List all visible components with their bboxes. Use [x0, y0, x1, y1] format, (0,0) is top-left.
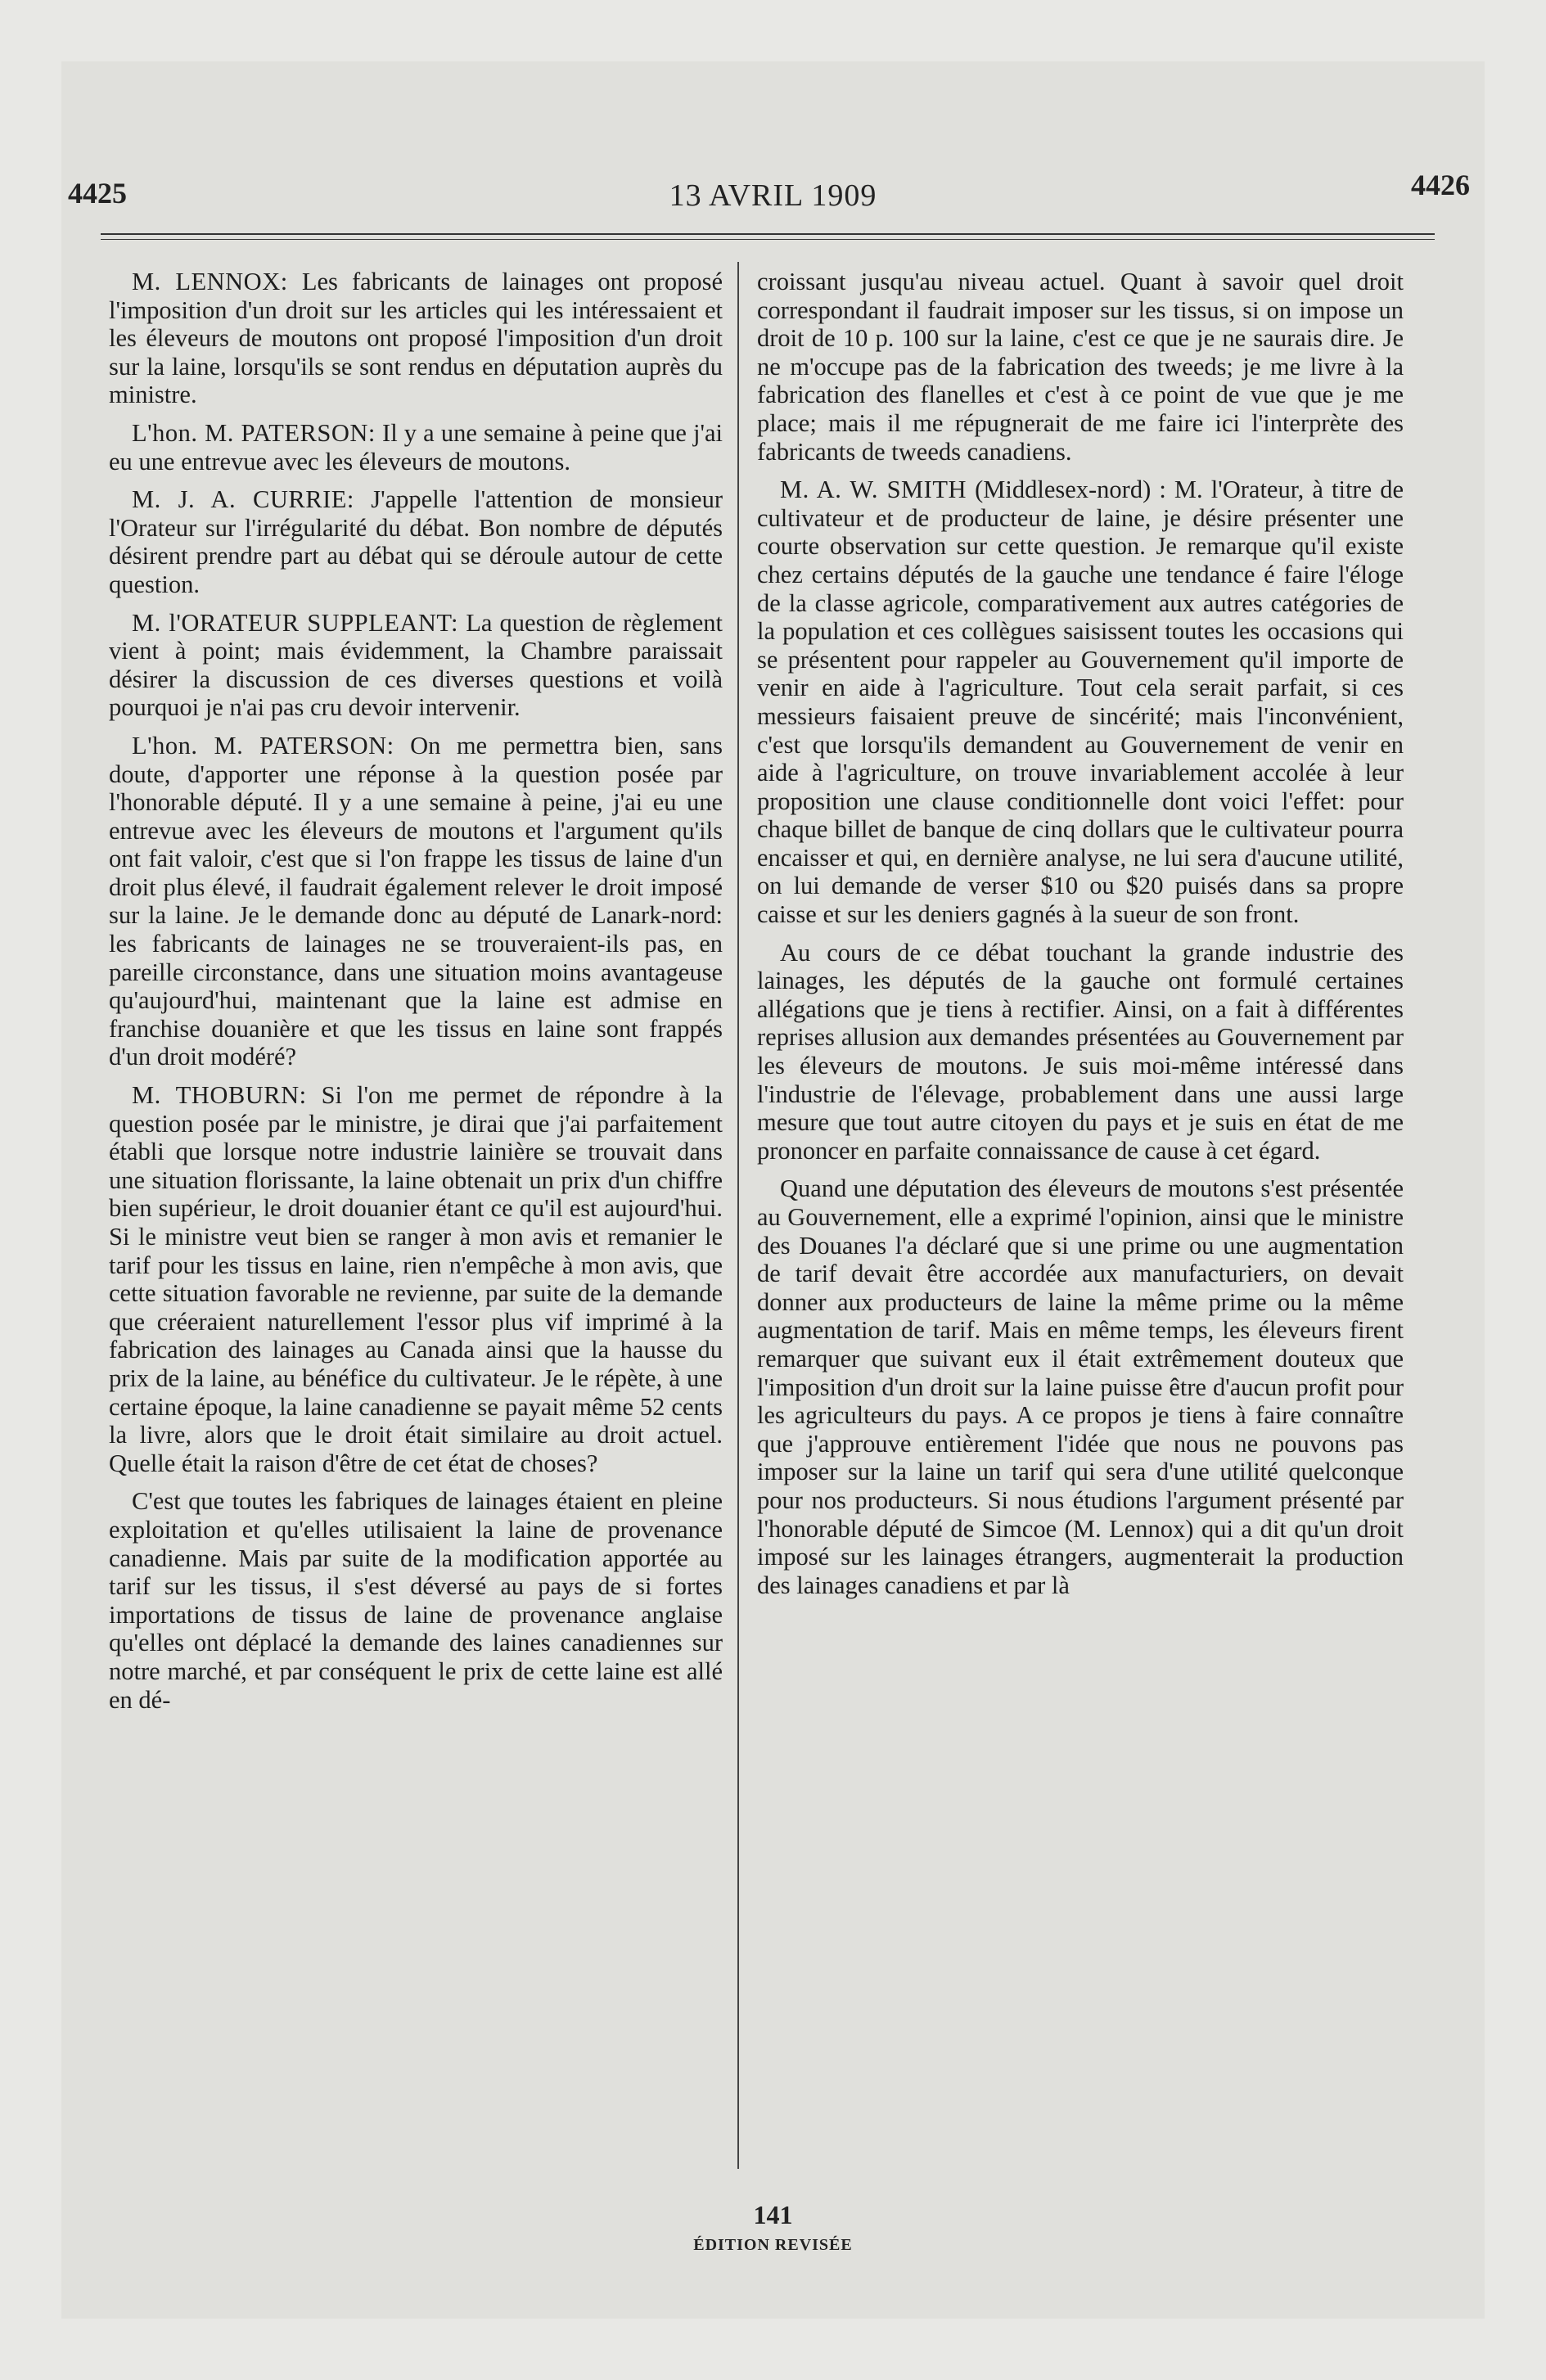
speaker-name: M. LENNOX:: [132, 268, 288, 295]
paragraph-text: Les fabricants de lainages ont proposé l'imposition d'un droit sur les articles qui les intéressaient et les éleveurs de moutons ont proposé l'imposition d'un droit sur la laine, lorsqu'ils se sont rendus en députation auprès du ministre.: [109, 268, 723, 409]
paragraph-text: C'est que toutes les fabriques de lainages étaient en pleine exploitation et qu'elles utilisaient la laine de provenance canadienne. Mais par suite de la modification apportée au tarif sur les tissus, il s'est déversé au pays de si fortes importations de tissus de laine de provenance anglaise qu'elles ont déplacé la demande des laines canadiennes sur notre marché, et par conséquent le prix de cette laine est allé en dé-: [109, 1487, 723, 1714]
paragraph-text: On me permettra bien, sans doute, d'apporter une réponse à la question posée par l'honorable député. Il y a une semaine à peine, j'ai eu une entrevue avec les éleveurs de moutons et l'argument qu'ils ont fait valoir, c'est que si l'on frappe les tissus de laine d'un droit plus élevé, il faudrait également relever le droit imposé sur la laine. Je le demande donc au député de Lanark-nord: les fabricants de lainages ne se trouveraient-ils pas, en pareille circonstance, dans une situation moins avantageuse qu'aujourd'hui, maintenant que la laine est admise en franchise douanière et que les tissus en laine sont frappés d'un droit modéré?: [109, 731, 723, 1071]
speaker-name: L'hon. M. PATERSON:: [132, 418, 376, 447]
paragraph-text: J'appelle l'attention de monsieur l'Orateur sur l'irrégularité du débat. Bon nombre de députés désirent prendre part au débat qui se déroule autour de cette question.: [109, 485, 723, 598]
paragraph-text: croissant jusqu'au niveau actuel. Quant à savoir quel droit correspondant il faudrait imposer sur les tissus, si on impose un droit de 10 p. 100 sur la laine, c'est ce que je ne saurais dire. Je ne m'occupe pas de la fabrication des tweeds; je me livre à la fabrication des flanelles et c'est à ce point de vue que je me place; mais il me répugnerait de me faire ici l'interprète des fabricants de tweeds canadiens.: [757, 268, 1404, 466]
paragraph-text: Au cours de ce débat touchant la grande industrie des lainages, les députés de la gauche ont formulé certaines allégations que je tiens à rectifier. Ainsi, on a fait à différentes reprises allusion aux demandes présentées au Gouvernement par les éleveurs de moutons. Je suis moi-même intéressé dans l'industrie de l'élevage, probablement dans une aussi large mesure que tout autre citoyen du pays et je suis en état de me prononcer en parfaite connaissance de cause à cet égard.: [757, 938, 1404, 1165]
paragraph-text: (Middlesex-nord) : M. l'Orateur, à titre de cultivateur et de producteur de laine, je désire présenter une courte observation sur cette question. Je remarque qu'il existe chez certains députés de la gauche une tendance é faire l'éloge de la classe agricole, comparativement aux autres catégories de la population et ces collègues saisissent toutes les occasions qui se présentent pour rappeler au Gouvernement qu'il importe de venir en aide à l'agriculture. Tout cela serait parfait, si ces messieurs faisaient preuve de sincérité; mais l'inconvénient, c'est que lorsqu'ils demandent au Gouvernement de venir en aide à l'agriculture, on trouve invariablement accolée à leur proposition une clause conditionnelle dont voici l'effet: pour chaque billet de banque de cinq dollars que le cultivateur pourra encaisser et qui, en dernière analyse, ne lui sera d'aucune utilité, on lui demande de verser $10 ou $20 puisés dans sa propre caisse et sur les deniers gagnés à la sueur de son front.: [757, 476, 1404, 929]
paragraph-text: Quand une députation des éleveurs de moutons s'est présentée au Gouvernement, elle a exprimé l'opinion, ainsi que le ministre des Douanes l'a déclaré que si une prime ou une augmentation de tarif devait être accordée aux manufacturiers, on devait donner aux producteurs de laine la même prime ou la même augmentation de tarif. Mais en même temps, les éleveurs firent remarquer que suivant eux il était extrêmement douteux que l'imposition d'un droit sur la laine puisse être d'aucun profit pour les agriculteurs du pays. A ce propos je tiens à faire connaître que j'approuve entièrement l'idée que nous ne pouvons pas imposer sur la laine un tarif qui sera d'une utilité quelconque pour nos producteurs. Si nous étudions l'argument présenté par l'honorable député de Simcoe (M. Lennox) qui a dit qu'un droit imposé sur les lainages étrangers, augmenterait la production des lainages canadiens et par là: [757, 1174, 1404, 1599]
right-column: [757, 268, 1404, 1609]
page-number-left: 4425: [68, 177, 127, 210]
paragraph: [109, 732, 723, 1071]
paragraph-text: La question de règlement vient à point; mais évidemment, la Chambre paraissait désirer la discussion de ces diverses questions et voilà pourquoi je n'ai pas cru devoir intervenir.: [109, 608, 723, 722]
paragraph: [109, 609, 723, 722]
paragraph: [109, 1487, 723, 1714]
paragraph: [757, 1174, 1404, 1599]
paragraph-text: Si l'on me permet de répondre à la question posée par le ministre, je dirai que j'ai parfaitement établi que lorsque notre industrie lainière se trouvait dans une situation florissante, la laine obtenait un prix d'un chiffre bien supérieur, le droit douanier étant ce qu'il est aujourd'hui. Si le ministre veut bien se ranger à mon avis et remanier le tarif pour les tissus en laine, rien n'empêche à mon avis, que cette situation favorable ne revienne, par suite de la demande que créeraient naturellement l'essor plus vif imprimé à la fabrication des lainages au Canada ainsi que la hausse du prix de la laine, au bénéfice du cultivateur. Je le répète, à une certaine époque, la laine canadienne se payait même 52 cents la livre, alors que le droit était similaire au droit actuel. Quelle était la raison d'être de cet état de choses?: [109, 1081, 723, 1477]
paragraph: [109, 485, 723, 598]
page-number-right: 4426: [1411, 169, 1470, 201]
paragraph: [109, 268, 723, 409]
speaker-name: M. l'ORATEUR SUPPLEANT:: [132, 608, 459, 637]
speaker-name: M. THOBURN:: [132, 1081, 307, 1110]
paragraph-text: Il y a une semaine à peine que j'ai eu une entrevue avec les éleveurs de moutons.: [109, 418, 723, 476]
footer-page-number: 141: [753, 2200, 793, 2229]
paragraph: [109, 1081, 723, 1477]
paragraph: [109, 419, 723, 476]
speaker-name: L'hon. M. PATERSON:: [132, 731, 394, 760]
header-rule-thin: [101, 239, 1435, 240]
header-rule: [101, 233, 1435, 235]
speaker-name: M. A. W. SMITH: [780, 476, 967, 504]
column-divider: [737, 262, 739, 2169]
left-column: [109, 268, 723, 1724]
page-date: 13 AVRIL 1909: [669, 178, 877, 213]
footer-edition: ÉDITION REVISÉE: [693, 2236, 853, 2254]
page: [61, 61, 1485, 2319]
paragraph: [757, 939, 1404, 1165]
speaker-name: M. J. A. CURRIE:: [132, 485, 354, 514]
paragraph: [757, 476, 1404, 929]
paragraph: [757, 268, 1404, 466]
